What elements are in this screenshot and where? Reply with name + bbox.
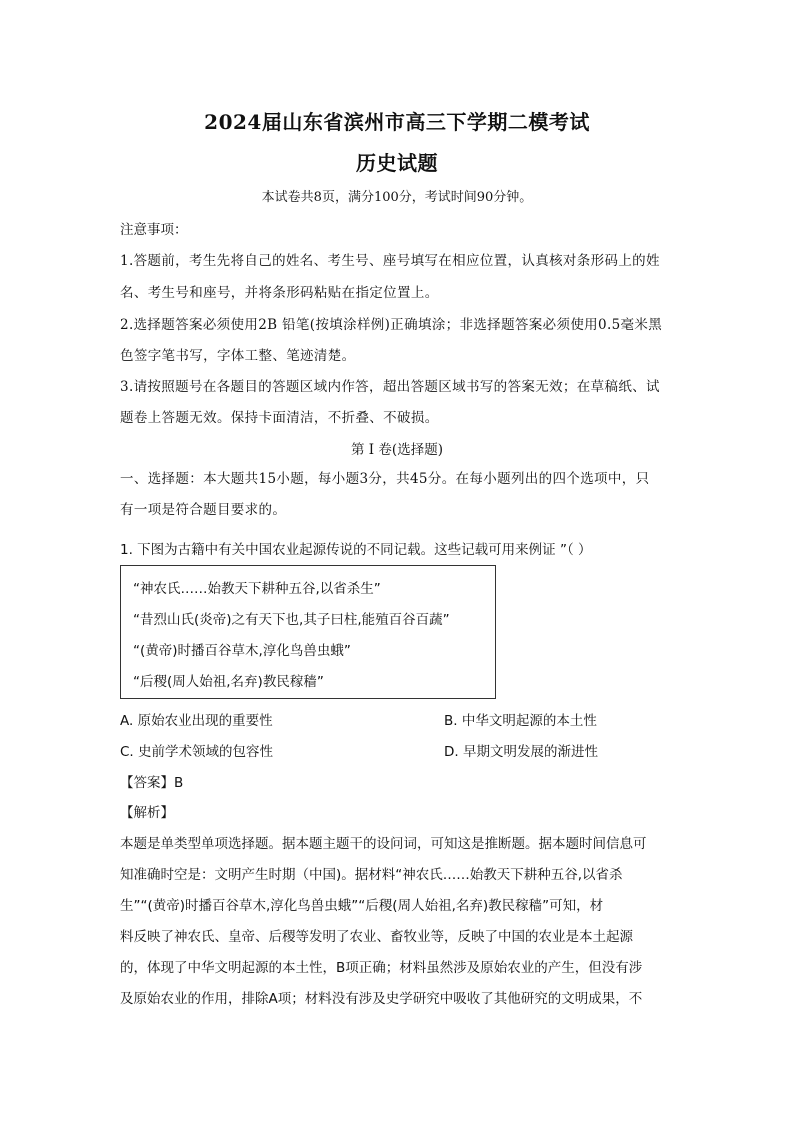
notes-heading: 注意事项：: [120, 222, 188, 238]
analysis-line: 本题是单类型单项选择题。据本题主题干的设问词，可知这是推断题。据本题时间信息可: [120, 836, 647, 852]
exam-subject: 历史试题: [356, 151, 438, 175]
material-quote: “神农氏……始教天下耕种五谷,以省杀生”: [133, 581, 381, 597]
option-b: B. 中华文明起源的本土性: [444, 713, 597, 729]
note-line: 2.选择题答案必须使用2B 铅笔(按填涂样例)正确填涂；非选择题答案必须使用0.5毫米黑: [120, 317, 663, 333]
option-a: A. 原始农业出现的重要性: [120, 713, 273, 729]
material-quote: “(黄帝)时播百谷草木,淳化鸟兽虫蛾”: [133, 643, 351, 659]
material-quote: “昔烈山氏(炎帝)之有天下也,其子曰柱,能殖百谷百蔬”: [133, 612, 450, 628]
note-line: 1.答题前，考生先将自己的姓名、考生号、座号填写在相应位置，认真核对条形码上的姓: [120, 253, 660, 269]
exam-title: 2024届山东省滨州市高三下学期二模考试: [204, 110, 590, 134]
note-line: 色签字笔书写，字体工整、笔迹清楚。: [120, 348, 356, 364]
material-box: [120, 565, 496, 699]
answer: 【答案】B: [120, 775, 184, 791]
section-instruction: 有一项是符合题目要求的。: [120, 502, 287, 518]
analysis-heading: 【解析】: [120, 805, 174, 821]
option-c: C. 史前学术领域的包容性: [120, 744, 274, 760]
analysis-line: 料反映了神农氏、皇帝、后稷等发明了农业、畜牧业等，反映了中国的农业是本土起源: [120, 929, 633, 945]
question-stem: 1. 下图为古籍中有关中国农业起源传说的不同记载。这些记载可用来例证 ”（ ）: [120, 542, 592, 558]
exam-info: 本试卷共8页，满分100分，考试时间90分钟。: [261, 190, 533, 205]
material-quote: “后稷(周人始祖,名弃)教民稼穑”: [133, 674, 324, 690]
note-line: 名、考生号和座号，并将条形码粘贴在指定位置上。: [120, 285, 439, 301]
note-line: 3.请按照题号在各题目的答题区域内作答，超出答题区域书写的答案无效；在草稿纸、试: [120, 379, 660, 395]
analysis-line: 的，体现了中华文明起源的本土性，B项正确；材料虽然涉及原始农业的产生，但没有涉: [120, 960, 643, 976]
note-line: 题卷上答题无效。保持卡面清洁，不折叠、不破损。: [120, 410, 439, 426]
analysis-line: 及原始农业的作用，排除A项；材料没有涉及史学研究中吸收了其他研究的文明成果，不: [120, 991, 643, 1007]
section-title: 第 I 卷(选择题): [351, 442, 443, 458]
section-instruction: 一、选择题：本大题共15小题，每小题3分，共45分。在每小题列出的四个选项中，只: [120, 471, 650, 487]
analysis-line: 知准确时空是：文明产生时期（中国)。据材料“神农氏……始教天下耕种五谷,以省杀: [120, 867, 623, 883]
analysis-line: 生”“(黄帝)时播百谷草木,淳化鸟兽虫蛾”“后稷(周人始祖,名弃)教民稼穑”可知，材: [120, 898, 604, 914]
option-d: D. 早期文明发展的渐进性: [444, 744, 598, 760]
